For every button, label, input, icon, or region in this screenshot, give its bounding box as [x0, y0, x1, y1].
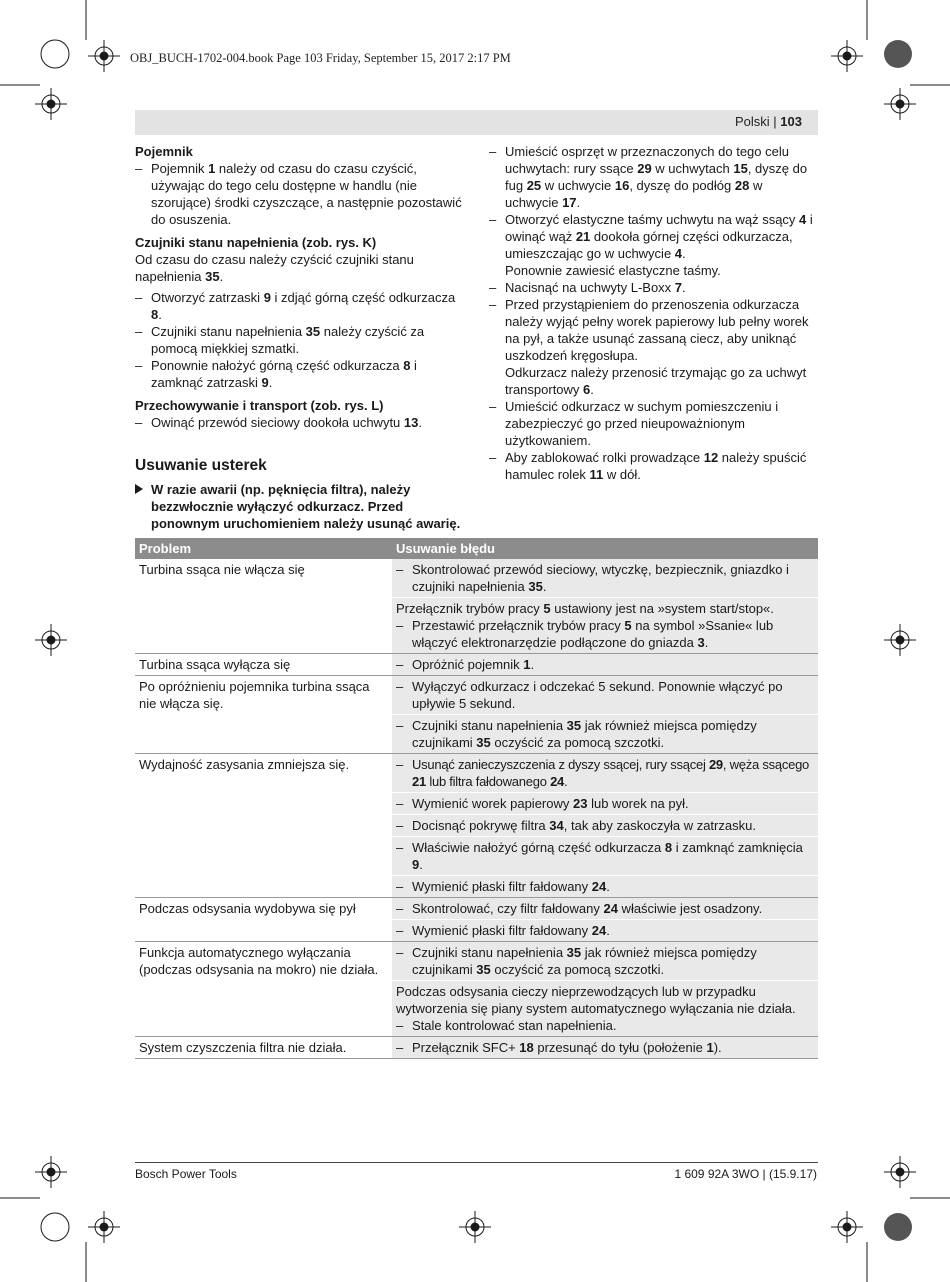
problem-cell: Funkcja automatycznego wyłączania (podczas odsysania na mokro) nie działa. [135, 942, 392, 1037]
warning-note: W razie awarii (np. pęknięcia filtra), należy bezzwłocznie wyłączyć odkurzacz. Przed ponownym uruchomieniem należy usunąć awarię. [135, 481, 475, 532]
list-item: – Umieścić osprzęt w przeznaczonych do tego celu uchwytach: rury ssące 29 w uchwytach 15, dyszę do fug 25 w uchwycie 16, dyszę do podłóg 28 w uchwycie 17. [489, 143, 818, 211]
problem-cell: Po opróżnieniu pojemnika turbina ssąca nie włącza się. [135, 676, 392, 754]
list-item-continuation: Odkurzacz należy przenosić trzymając go za uchwyt transportowy 6. [505, 365, 807, 397]
solution-cell: – Usunąć zanieczyszczenia z dyszy ssącej, rury ssącej 29, węża ssącego 21 lub filtra fałdowanego 24. [392, 754, 818, 793]
solution-cell: Przełącznik trybów pracy 5 ustawiony jest na »system start/stop«. – Przestawić przełącznik trybów pracy 5 na symbol »Ssanie« lub włączyć elektronarzędzie podłączone do gniazda 3. [392, 598, 818, 654]
problem-cell: Wydajność zasysania zmniejsza się. [135, 754, 392, 898]
solution-cell: – Skontrolować przewód sieciowy, wtyczkę, bezpiecznik, gniazdko i czujniki napełnienia 35. [392, 559, 818, 598]
list-item: – Otworzyć elastyczne taśmy uchwytu na wąż ssący 4 i owinąć wąż 21 dookoła górnej części odkurzacza, umieszczając go w uchwycie 4. [489, 211, 818, 262]
column-header-problem: Problem [135, 538, 392, 559]
table-row [135, 676, 818, 715]
table-header-row [135, 538, 818, 559]
left-column [135, 143, 467, 431]
list-item: – Otworzyć zatrzaski 9 i zdjąć górną część odkurzacza 8. [135, 289, 467, 323]
section-heading: Pojemnik [135, 144, 193, 159]
solution-cell: – Wymienić płaski filtr fałdowany 24. [392, 876, 818, 898]
table-row [135, 942, 818, 981]
solution-cell: – Wymienić worek papierowy 23 lub worek na pył. [392, 793, 818, 815]
solution-cell: – Opróżnić pojemnik 1. [392, 654, 818, 676]
table-row [135, 898, 818, 920]
paragraph: Od czasu do czasu należy czyścić czujniki stanu napełnienia 35. [135, 252, 414, 284]
list-item: – Owinąć przewód sieciowy dookoła uchwytu 13. [135, 414, 467, 431]
section-title: Usuwanie usterek [135, 457, 267, 474]
column-header-solution: Usuwanie błędu [392, 538, 818, 559]
solution-cell: – Właściwie nałożyć górną część odkurzacza 8 i zamknąć zamknięcia 9. [392, 837, 818, 876]
footer-brand: Bosch Power Tools [135, 1167, 237, 1181]
solution-cell: – Czujniki stanu napełnienia 35 jak również miejsca pomiędzy czujnikami 35 oczyścić za pomocą szczotki. [392, 715, 818, 754]
solution-cell: – Docisnąć pokrywę filtra 34, tak aby zaskoczyła w zatrzasku. [392, 815, 818, 837]
solution-cell: – Przełącznik SFC+ 18 przesunąć do tyłu (położenie 1). [392, 1037, 818, 1059]
problem-cell: Turbina ssąca wyłącza się [135, 654, 392, 676]
solution-cell: – Czujniki stanu napełnienia 35 jak również miejsca pomiędzy czujnikami 35 oczyścić za pomocą szczotki. [392, 942, 818, 981]
print-job-line: OBJ_BUCH-1702-004.book Page 103 Friday, September 15, 2017 2:17 PM [130, 51, 511, 65]
list-item: – Umieścić odkurzacz w suchym pomieszczeniu i zabezpieczyć go przed nieupoważnionym użytkowaniem. [489, 398, 818, 449]
table-row [135, 754, 818, 793]
list-item: – Pojemnik 1 należy od czasu do czasu czyścić, używając do tego celu dostępne w handlu (nie szorujące) środki czyszczące, a następnie pozostawić do osuszenia. [135, 160, 467, 228]
table-row [135, 654, 818, 676]
solution-cell: – Skontrolować, czy filtr fałdowany 24 właściwie jest osadzony. [392, 898, 818, 920]
problem-cell: Turbina ssąca nie włącza się [135, 559, 392, 654]
problem-cell: System czyszczenia filtra nie działa. [135, 1037, 392, 1059]
list-item: – Czujniki stanu napełnienia 35 należy czyścić za pomocą miękkiej szmatki. [135, 323, 467, 357]
table-row [135, 1037, 818, 1059]
list-item: – Ponownie nałożyć górną część odkurzacza 8 i zamknąć zatrzaski 9. [135, 357, 467, 391]
table-row [135, 559, 818, 598]
header-language: Polski [735, 114, 770, 129]
list-item-continuation: Ponownie zawiesić elastyczne taśmy. [505, 263, 721, 278]
solution-cell: – Wymienić płaski filtr fałdowany 24. [392, 920, 818, 942]
list-item: – Nacisnąć na uchwyty L-Boxx 7. [489, 279, 818, 296]
section-heading: Czujniki stanu napełnienia (zob. rys. K) [135, 235, 377, 250]
troubleshooting-table [135, 538, 818, 1059]
list-item: – Przed przystąpieniem do przenoszenia odkurzacza należy wyjąć pełny worek papierowy lub pełny worek na pył, a także usunąć zassaną ciecz, aby uniknąć uszkodzeń kręgosłupa. [489, 296, 818, 364]
footer-doc-number: 1 609 92A 3WO | (15.9.17) [674, 1167, 817, 1181]
header-bar [135, 110, 818, 135]
page-header: Polski | 103 [735, 114, 802, 129]
section-heading: Przechowywanie i transport (zob. rys. L) [135, 398, 384, 413]
footer-rule [135, 1162, 818, 1163]
page-number: 103 [780, 114, 802, 129]
list-item: – Aby zablokować rolki prowadzące 12 należy spuścić hamulec rolek 11 w dół. [489, 449, 818, 483]
warning-triangle-icon [135, 484, 143, 494]
right-column [489, 143, 818, 483]
solution-cell: – Wyłączyć odkurzacz i odczekać 5 sekund. Ponownie włączyć po upływie 5 sekund. [392, 676, 818, 715]
solution-cell: Podczas odsysania cieczy nieprzewodzących lub w przypadku wytworzenia się piany system automatycznego wyłączania nie działa. – Stale kontrolować stan napełnienia. [392, 981, 818, 1037]
problem-cell: Podczas odsysania wydobywa się pył [135, 898, 392, 942]
